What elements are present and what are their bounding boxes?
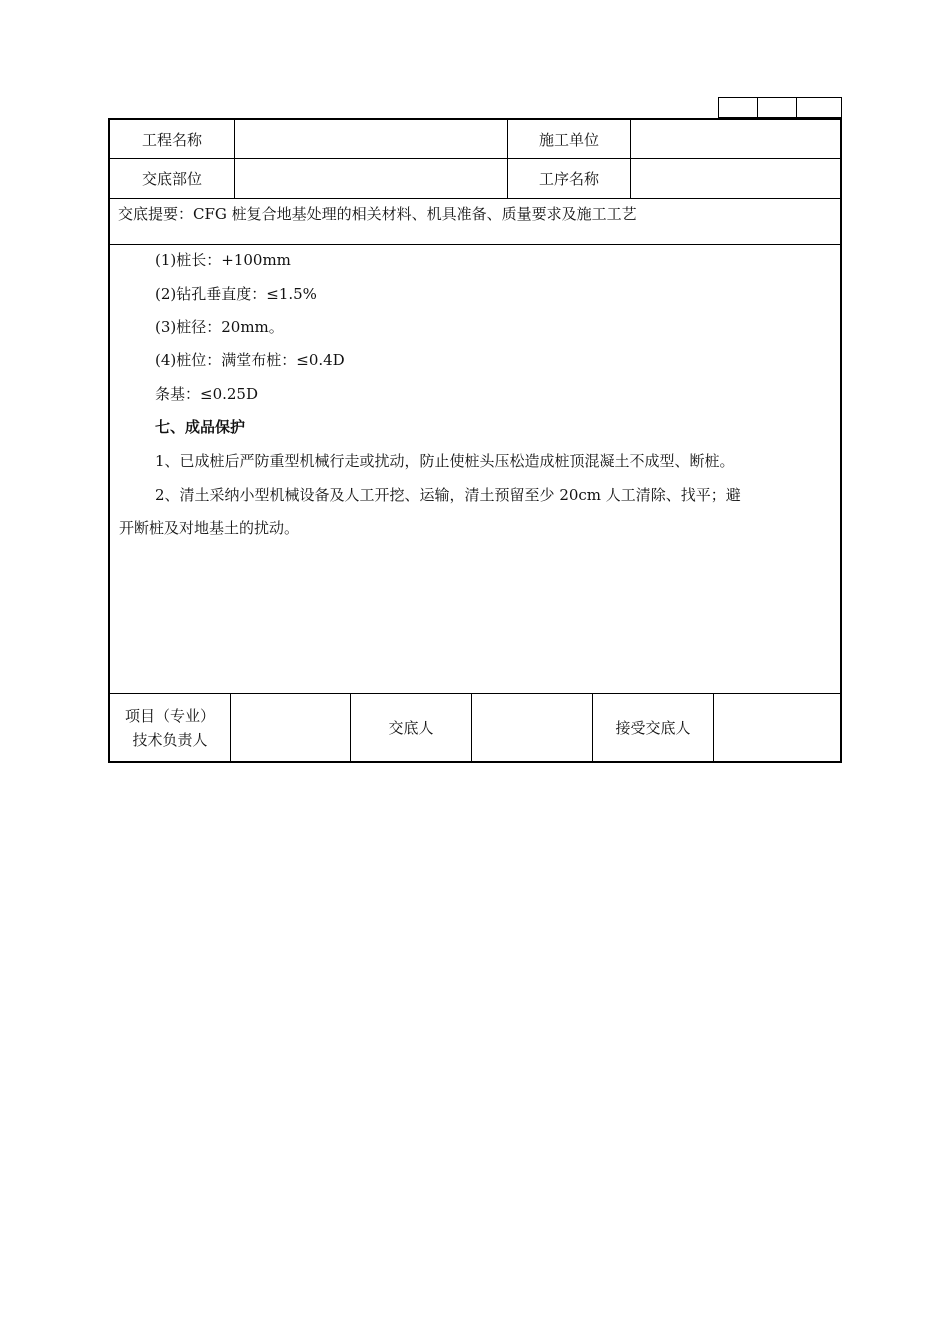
item-pile-diameter: (3)桩径：20mm。 <box>155 318 284 336</box>
disclosure-part-label: 交底部位 <box>141 170 202 188</box>
page-box-2 <box>758 98 797 117</box>
paragraph-2-line-2: 开断桩及对地基土的扰动。 <box>119 519 300 537</box>
tech-lead-line-1: 项目（专业） <box>124 706 215 725</box>
receiver-signature-field[interactable] <box>714 694 840 761</box>
item-pile-position: (4)桩位：满堂布桩：≤0.4D <box>155 351 345 369</box>
tech-lead-signature-field[interactable] <box>231 694 350 761</box>
discloser-signature-field[interactable] <box>472 694 592 761</box>
page-number-boxes <box>718 97 842 118</box>
item-pile-length: (1)桩长：+100mm <box>155 251 291 269</box>
receiver-label: 接受交底人 <box>615 718 691 737</box>
content-body <box>110 245 840 694</box>
paragraph-1: 1、已成桩后严防重型机械行走或扰动，防止使桩头压松造成桩顶混凝土不成型、断桩。 <box>155 452 735 470</box>
discloser-label: 交底人 <box>388 718 434 737</box>
header-row-2 <box>110 159 840 199</box>
summary-text: 交底提要：CFG 桩复合地基处理的相关材料、机具准备、质量要求及施工工艺 <box>118 205 637 223</box>
page-box-1 <box>719 98 758 117</box>
paragraph-2-line-1: 2、清土采纳小型机械设备及人工开挖、运输，清土预留至少 20cm 人工清除、找平；避 <box>155 486 741 504</box>
project-name-label: 工程名称 <box>141 130 202 149</box>
construction-unit-field[interactable] <box>631 120 840 158</box>
signature-row <box>110 694 840 761</box>
page-box-3 <box>797 98 841 117</box>
disclosure-part-field[interactable] <box>235 159 507 198</box>
tech-lead-label <box>110 694 230 761</box>
summary-row <box>110 199 840 245</box>
item-strip-foundation: 条基：≤0.25D <box>155 385 258 403</box>
project-name-field[interactable] <box>235 120 507 158</box>
disclosure-form <box>108 118 842 763</box>
process-name-field[interactable] <box>631 159 840 198</box>
section-title: 七、成品保护 <box>155 418 246 436</box>
header-row-1 <box>110 120 840 159</box>
construction-unit-label: 施工单位 <box>538 130 599 149</box>
process-name-label: 工序名称 <box>538 170 599 188</box>
tech-lead-line-2: 技术负责人 <box>132 730 208 749</box>
item-verticality: (2)钻孔垂直度：≤1.5% <box>155 285 317 303</box>
